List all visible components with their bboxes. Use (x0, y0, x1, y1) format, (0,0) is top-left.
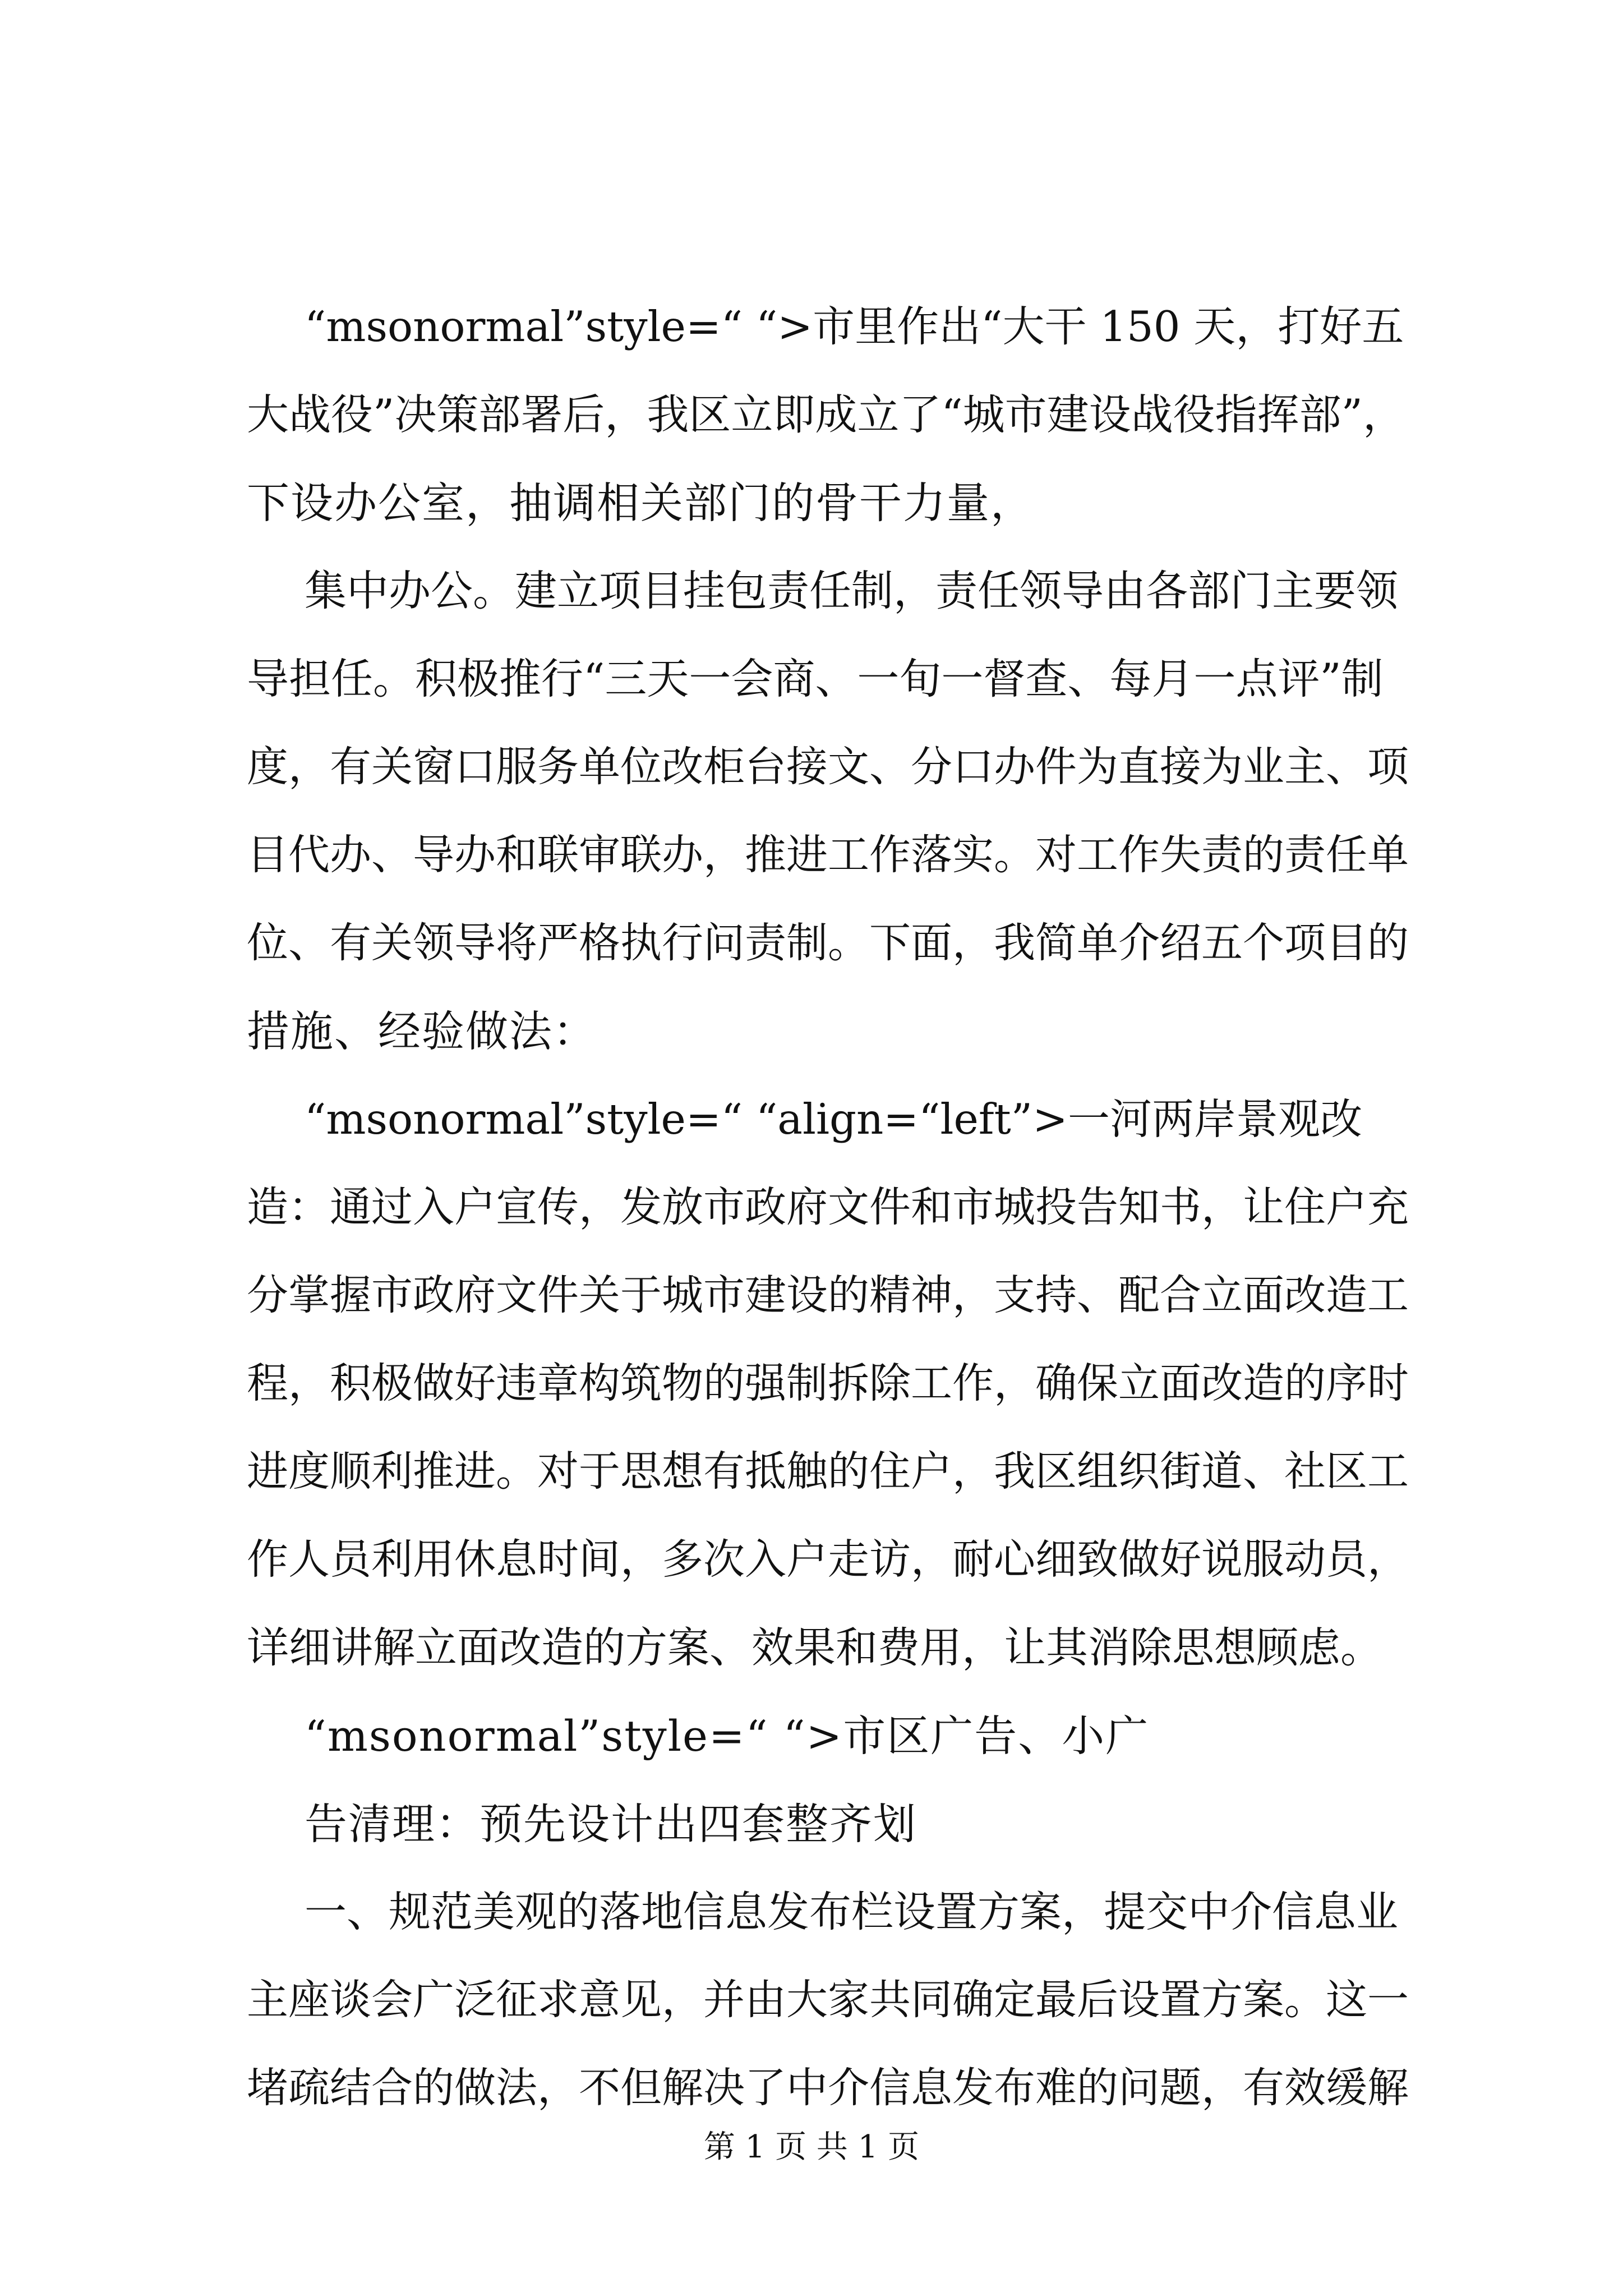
text-line: “msonormal”style=“ “>市区广告、小广 (305, 1711, 1150, 1761)
text-line: 分掌握市政府文件关于城市建设的精神，支持、配合立面改造工 (247, 1271, 1409, 1319)
text-line: 导担任。积极推行“三天一会商、一旬一督查、每月一点评”制 (247, 654, 1384, 703)
text-line: 详细讲解立面改造的方案、效果和费用，让其消除思想顾虑。 (247, 1623, 1383, 1672)
text-line: “msonormal”style=“ “align=“left”>一河两岸景观改 (305, 1094, 1362, 1144)
text-line: 堵疏结合的做法，不但解决了中介信息发布难的问题，有效缓解 (247, 2064, 1409, 2112)
text-line: 大战役”决策部署后，我区立即成立了“城市建设战役指挥部”， (247, 390, 1405, 439)
text-line: 造：通过入户宣传，发放市政府文件和市城投告知书，让住户充 (247, 1183, 1409, 1231)
text-line: 位、有关领导将严格执行问责制。下面，我简单介绍五个项目的 (247, 919, 1409, 967)
text-line: 告清理：预先设计出四套整齐划 (305, 1799, 917, 1849)
text-line: 程，积极做好违章构筑物的强制拆除工作，确保立面改造的序时 (247, 1359, 1409, 1407)
text-line: 一、规范美观的落地信息发布栏设置方案，提交中介信息业 (305, 1887, 1399, 1936)
text-line: “msonormal”style=“ “>市里作出“大干 150 天，打好五 (305, 302, 1404, 351)
text-line: 措施、经验做法： (247, 1006, 597, 1056)
text-line: 度，有关窗口服务单位改柜台接文、分口办件为直接为业主、项 (247, 743, 1409, 791)
text-line: 进度顺利推进。对于思想有抵触的住户，我区组织街道、社区工 (247, 1447, 1409, 1496)
text-line: 集中办公。建立项目挂包责任制，责任领导由各部门主要领 (305, 566, 1399, 615)
text-line: 目代办、导办和联审联办，推进工作落实。对工作失责的责任单 (247, 831, 1409, 879)
page-footer: 第 1 页 共 1 页 (703, 2129, 920, 2165)
text-line: 作人员利用休息时间，多次入户走访，耐心细致做好说服动员， (247, 1535, 1409, 1584)
text-line: 下设办公室，抽调相关部门的骨干力量， (247, 478, 1034, 528)
text-line: 主座谈会广泛征求意见，并由大家共同确定最后设置方案。这一 (247, 1976, 1409, 2024)
